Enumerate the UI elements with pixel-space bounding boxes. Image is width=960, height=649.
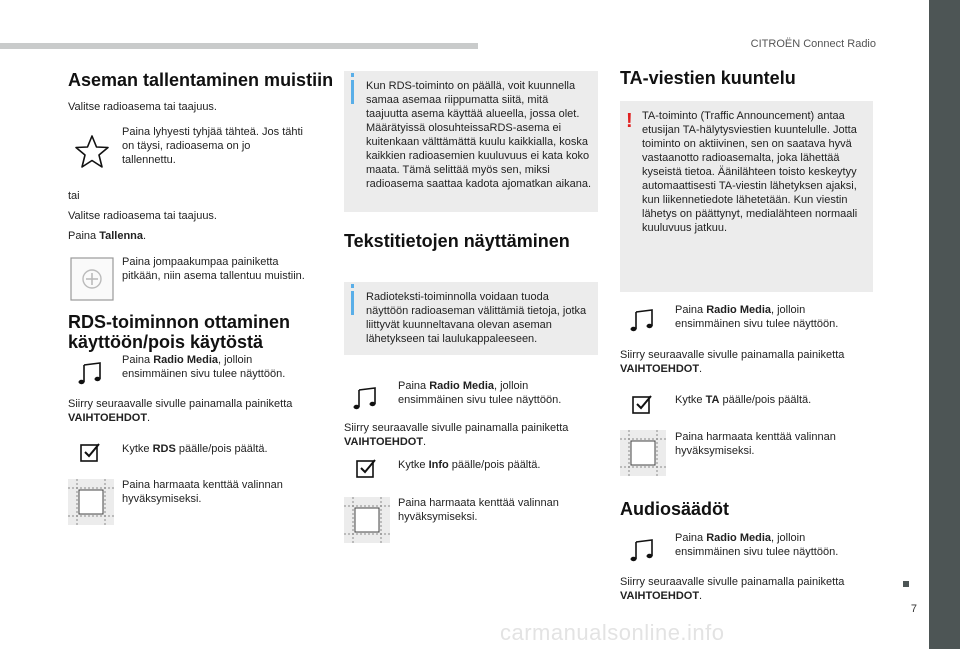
section-title-rds: RDS-toiminnon ottaminen käyttöön/pois käytöstä bbox=[68, 312, 290, 352]
info-text-rds: Kun RDS-toiminto on päällä, voit kuunnella samaa asemaa riippumatta siitä, mitä taajuutta asema käyttää alueella, jossa olet. Määrätyissä olosuhteissaRDS-asema ei kuitenkaan välttämättä kuulu kaikkialla, koska kaikkien radioasemien kuuluvuus ei kata koko maata. Tämä selittää myös sen, miksi radioasema saattaa kadota ajomatkan aikana. bbox=[366, 80, 592, 190]
radio-media-instruction: Paina Radio Media, jolloin ensimmäinen sivu tulee näyttöön. bbox=[675, 304, 839, 330]
page-marker bbox=[903, 581, 909, 587]
section-title-save-station: Aseman tallentaminen muistiin bbox=[68, 70, 334, 90]
toggle-rds-instruction: Kytke RDS päälle/pois päältä. bbox=[122, 443, 268, 455]
watermark: carmanualsonline.info bbox=[500, 620, 725, 645]
page-number: 7 bbox=[910, 603, 917, 615]
star-instruction: Paina lyhyesti tyhjää tähteä. Jos tähti on täysi, radioasema on jo tallennettu. bbox=[122, 126, 303, 166]
checkbox-icon bbox=[79, 441, 101, 463]
star-icon bbox=[73, 134, 111, 170]
confirm-instruction: Paina harmaata kenttää valinnan hyväksymiseksi. bbox=[122, 479, 283, 505]
next-page-instruction: Siirry seuraavalle sivulle painamalla painiketta VAIHTOEHDOT. bbox=[620, 576, 845, 602]
music-note-icon bbox=[630, 538, 656, 562]
page-edge-bar bbox=[929, 0, 960, 649]
instruction-text: Valitse radioasema tai taajuus. bbox=[68, 101, 217, 113]
exclamation-icon: ! bbox=[626, 110, 633, 132]
info-box-rds bbox=[344, 71, 598, 212]
confirm-instruction: Paina harmaata kenttää valinnan hyväksymiseksi. bbox=[398, 497, 559, 523]
preset-plus-icon bbox=[70, 257, 114, 301]
music-note-icon bbox=[630, 308, 656, 332]
section-title-ta: TA-viestien kuuntelu bbox=[620, 68, 796, 88]
press-save-text: Paina Tallenna. bbox=[68, 230, 147, 242]
music-note-icon bbox=[78, 361, 104, 385]
confirm-instruction: Paina harmaata kenttää valinnan hyväksymiseksi. bbox=[675, 431, 836, 457]
warning-box-ta bbox=[620, 101, 873, 292]
header-rule bbox=[0, 43, 478, 49]
info-box-radiotext bbox=[344, 282, 598, 355]
info-icon bbox=[351, 284, 354, 288]
grey-field-icon bbox=[620, 430, 666, 476]
next-page-instruction: Siirry seuraavalle sivulle painamalla painiketta VAIHTOEHDOT. bbox=[620, 349, 845, 375]
grey-field-icon bbox=[344, 497, 390, 543]
instruction-text-2: Valitse radioasema tai taajuus. bbox=[68, 210, 217, 222]
music-note-icon bbox=[353, 386, 379, 410]
next-page-instruction: Siirry seuraavalle sivulle painamalla painiketta VAIHTOEHDOT. bbox=[68, 398, 293, 424]
info-text-radiotext: Radioteksti-toiminnolla voidaan tuoda näyttöön radioaseman välittämiä tietoja, jotka liittyvät kuunneltavana olevan aseman lähetykseen tai laulukappaleeseen. bbox=[366, 291, 587, 345]
section-title-audio: Audiosäädöt bbox=[620, 499, 730, 519]
radio-media-instruction: Paina Radio Media, jolloin ensimmäinen sivu tulee näyttöön. bbox=[675, 532, 839, 558]
next-page-instruction: Siirry seuraavalle sivulle painamalla painiketta VAIHTOEHDOT. bbox=[344, 422, 569, 448]
preset-instruction: Paina jompaakumpaa painiketta pitkään, niin asema tallentuu muistiin. bbox=[122, 256, 305, 282]
section-title-radiotext: Tekstitietojen näyttäminen bbox=[344, 231, 570, 251]
checkbox-icon bbox=[355, 457, 377, 479]
brand-header: CITROËN Connect Radio bbox=[750, 38, 876, 50]
radio-media-instruction: Paina Radio Media, jolloin ensimmäinen sivu tulee näyttöön. bbox=[122, 354, 286, 380]
checkbox-icon bbox=[631, 393, 653, 415]
toggle-info-instruction: Kytke Info päälle/pois päältä. bbox=[398, 459, 541, 471]
info-icon bbox=[351, 73, 354, 77]
warning-text-ta: TA-toiminto (Traffic Announcement) antaa etusijan TA-hälytysviestien kuuntelulle. Jotta toiminto on aktiivinen, sen on saatava hyvä vastaanotto radioasemalta, joka lähettää kyseistä tietoa. Äänilähteen toisto keskeytyy automaattisesti TA-viestin lähetyksen ajaksi, kun liikennetiedote lähetetään. Kun viestin lähetys on päättynyt, medialähteen normaali kuuluvuus jatkuu. bbox=[642, 110, 858, 234]
or-text: tai bbox=[68, 190, 80, 202]
radio-media-instruction: Paina Radio Media, jolloin ensimmäinen sivu tulee näyttöön. bbox=[398, 380, 562, 406]
toggle-ta-instruction: Kytke TA päälle/pois päältä. bbox=[675, 394, 812, 406]
grey-field-icon bbox=[68, 479, 114, 525]
